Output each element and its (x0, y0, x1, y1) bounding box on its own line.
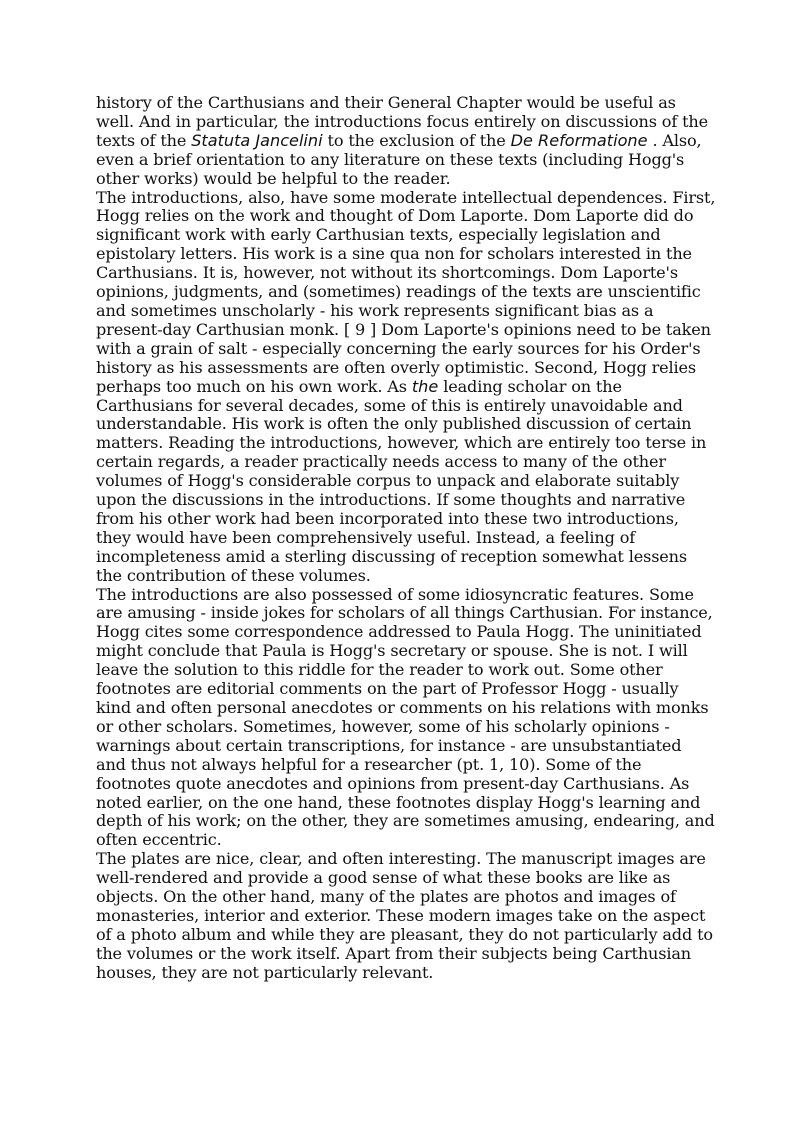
paragraph-2 (96, 189, 716, 586)
italic-emphasis-the: the (411, 376, 439, 396)
italic-title-statuta-jancelini: Statuta Jancelini (191, 130, 323, 150)
text-run: history of the Carthusians and their General Chapter would be useful as well. And in particular, the introductions focus entirely on discussions of the texts of the (96, 93, 708, 150)
text-run: leading scholar on the Carthusians for several decades, some of this is entirely unavoidable and understandable. His work is often the only published discussion of certain matters. Reading the introductions, however, which are entirely too terse in certain regards, a reader practically needs access to many of the other volumes of Hogg's considerable corpus to unpack and elaborate suitably upon the discussions in the introductions. If some thoughts and narrative from his other work had been incorporated into these two introductions, they would have been comprehensively useful. Instead, a feeling of incompleteness amid a sterling discussing of reception somewhat lessens the contribution of these volumes. (96, 376, 707, 585)
text-run: The introductions are also possessed of some idiosyncratic features. Some are amusing - inside jokes for scholars of all things Carthusian. For instance, Hogg cites some correspondence addressed to Paula Hogg. The uninitiated might conclude that Paula is Hogg's secretary or spouse. She is not. I will leave the solution to this riddle for the reader to work out. Some other footnotes are editorial comments on the part of Professor Hogg - usually kind and often personal anecdotes or comments on his relations with monks or other scholars. Sometimes, however, some of his scholarly opinions - warnings about certain transcriptions, for instance - are unsubstantiated and thus not always helpful for a researcher (pt. 1, 10). Some of the footnotes quote anecdotes and opinions from present-day Carthusians. As noted earlier, on the one hand, these footnotes display Hogg's learning and depth of his work; on the other, they are sometimes amusing, endearing, and often eccentric. (96, 584, 715, 850)
text-run: The plates are nice, clear, and often interesting. The manuscript images are well-rendered and provide a good sense of what these books are like as objects. On the other hand, many of the plates are photos and images of monasteries, interior and exterior. These modern images take on the aspect of a photo album and while they are pleasant, they do not particularly add to the volumes or the work itself. Apart from their subjects being Carthusian houses, they are not particularly relevant. (96, 849, 713, 982)
paragraph-1 (96, 94, 716, 189)
document-body (96, 94, 716, 983)
text-run: . Also, even a brief orientation to any literature on these texts (including Hogg's other works) would be helpful to the reader. (96, 130, 702, 188)
italic-title-de-reformatione: De Reformatione (510, 130, 648, 150)
text-run: to the exclusion of the (322, 130, 511, 150)
paragraph-3 (96, 586, 716, 851)
text-run: The introductions, also, have some moderate intellectual dependences. First, Hogg relies on the work and thought of Dom Laporte. Dom Laporte did do significant work with early Carthusian texts, especially legislation and epistolary letters. His work is a sine qua non for scholars interested in the Carthusians. It is, however, not without its shortcomings. Dom Laporte's opinions, judgments, and (sometimes) readings of the texts are unscientific and sometimes unscholarly - his work represents significant bias as a present-day Carthusian monk. [ 9 ] Dom Laporte's opinions need to be taken with a grain of salt - especially concerning the early sources for his Order's history as his assessments are often overly optimistic. Second, Hogg relies perhaps too much on his own work. As (96, 187, 716, 396)
paragraph-4 (96, 850, 716, 982)
